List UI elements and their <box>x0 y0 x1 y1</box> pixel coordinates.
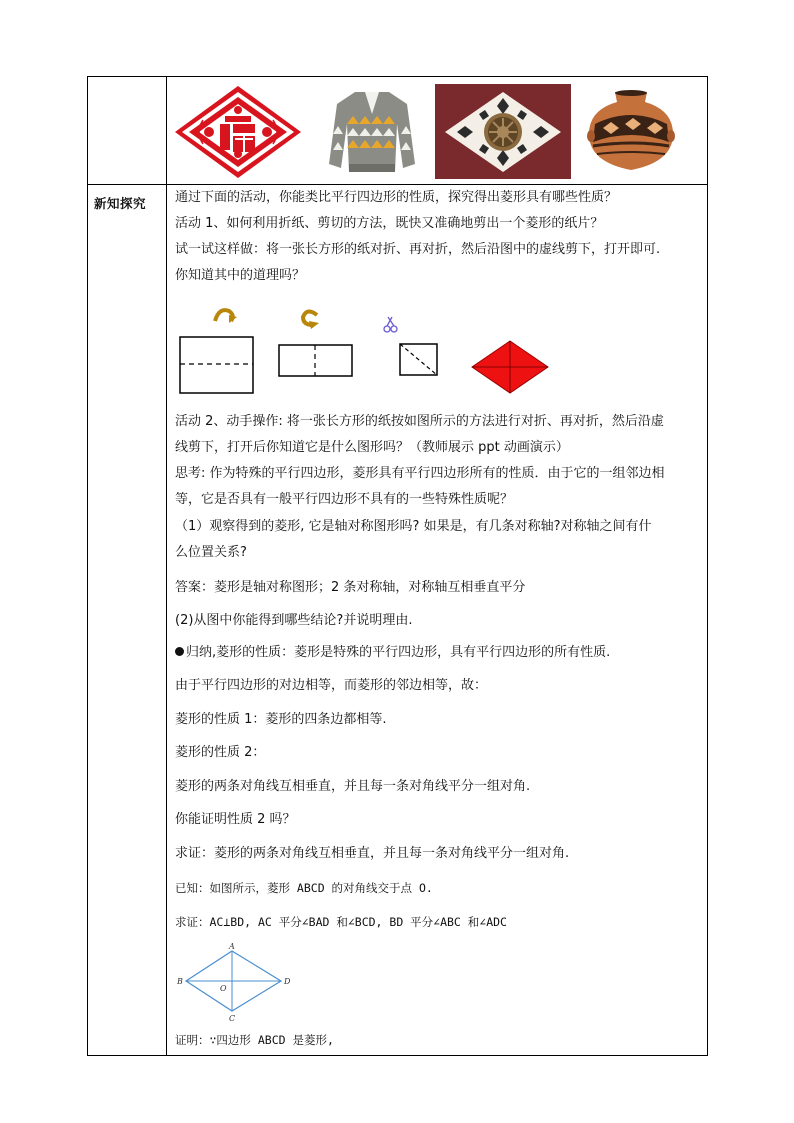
lesson-table <box>87 76 708 1056</box>
vertex-label-c: C <box>229 1014 236 1023</box>
text-line <box>175 645 701 661</box>
vertex-label-a: A <box>229 943 235 951</box>
sweater-image <box>327 84 417 179</box>
text-line: 活动 2、动手操作: 将一张长方形的纸按如图所示的方法进行对折、再对折，然后沿虚 <box>175 414 664 429</box>
section-content <box>167 185 707 1055</box>
rhombus-tile-image <box>435 84 571 179</box>
text-line: 求证：AC⊥BD, AC 平分∠BAD 和∠BCD, BD 平分∠ABC 和∠ADC <box>175 915 507 929</box>
image-row-content-cell <box>167 77 708 185</box>
text-line: 证明：∵四边形 ABCD 是菱形, <box>175 1033 334 1047</box>
text-line: 求证：菱形的两条对角线互相垂直，并且每一条对角线平分一组对角. <box>175 846 570 861</box>
text-line: 菱形的两条对角线互相垂直，并且每一条对角线平分一组对角. <box>175 779 531 794</box>
scissors-icon <box>384 317 397 332</box>
vertex-label-d: D <box>284 977 291 986</box>
text-line: 思考: 作为特殊的平行四边形，菱形具有平行四边形所有的性质．由于它的一组邻边相 <box>175 466 665 481</box>
fold-arrow-icon <box>215 310 237 323</box>
bullet-icon <box>175 647 184 656</box>
folding-steps-figure <box>167 297 707 407</box>
text-line: 菱形的性质 1：菱形的四条边都相等. <box>175 712 387 727</box>
text-line: 么位置关系? <box>175 545 247 560</box>
section-content-cell <box>167 185 708 1056</box>
image-row-label-cell <box>88 77 167 185</box>
text-line: 答案：菱形是轴对称图形；2 条对称轴，对称轴互相垂直平分 <box>175 580 526 595</box>
pottery-image <box>581 84 681 179</box>
section-label-cell <box>88 185 167 1056</box>
section-label: 新知探究 <box>94 196 147 211</box>
new-knowledge-row <box>88 185 708 1056</box>
summary-text: 归纳,菱形的性质：菱形是特殊的平行四边形，具有平行四边形的所有性质. <box>186 645 611 660</box>
text-line: (2)从图中你能得到哪些结论?并说明理由. <box>175 613 413 628</box>
text-line: 通过下面的活动，你能类比平行四边形的性质，探究得出菱形具有哪些性质？ <box>175 190 618 205</box>
text-line: 等，它是否具有一般平行四边形不具有的一些特殊性质呢？ <box>175 492 514 507</box>
center-label-o: O <box>220 984 227 993</box>
fu-papercut-image <box>173 84 303 179</box>
vertex-label-b: B <box>177 977 183 986</box>
text-line: （1）观察得到的菱形, 它是轴对称图形吗? 如果是，有几条对称轴?对称轴之间有什 <box>175 519 652 534</box>
text-line: 已知：如图所示，菱形 ABCD 的对角线交于点 O. <box>175 881 433 895</box>
text-line: 试一试这样做：将一张长方形的纸对折、再对折，然后沿图中的虚线剪下，打开即可. <box>175 242 661 257</box>
text-line: 线剪下，打开后你知道它是什么图形吗？（教师展示 ppt 动画演示） <box>175 440 569 455</box>
text-line: 你能证明性质 2 吗？ <box>175 812 296 827</box>
fold-arrow-icon <box>303 311 319 329</box>
text-line: 由于平行四边形的对边相等，而菱形的邻边相等，故： <box>175 678 488 693</box>
text-line: 活动 1、如何利用折纸、剪切的方法，既快又准确地剪出一个菱形的纸片？ <box>175 216 604 231</box>
image-strip <box>167 77 707 184</box>
text-line: 菱形的性质 2： <box>175 745 266 760</box>
rhombus-abcd-figure <box>175 943 305 1023</box>
text-line: 你知道其中的道理吗？ <box>175 268 306 283</box>
image-row <box>88 77 708 185</box>
